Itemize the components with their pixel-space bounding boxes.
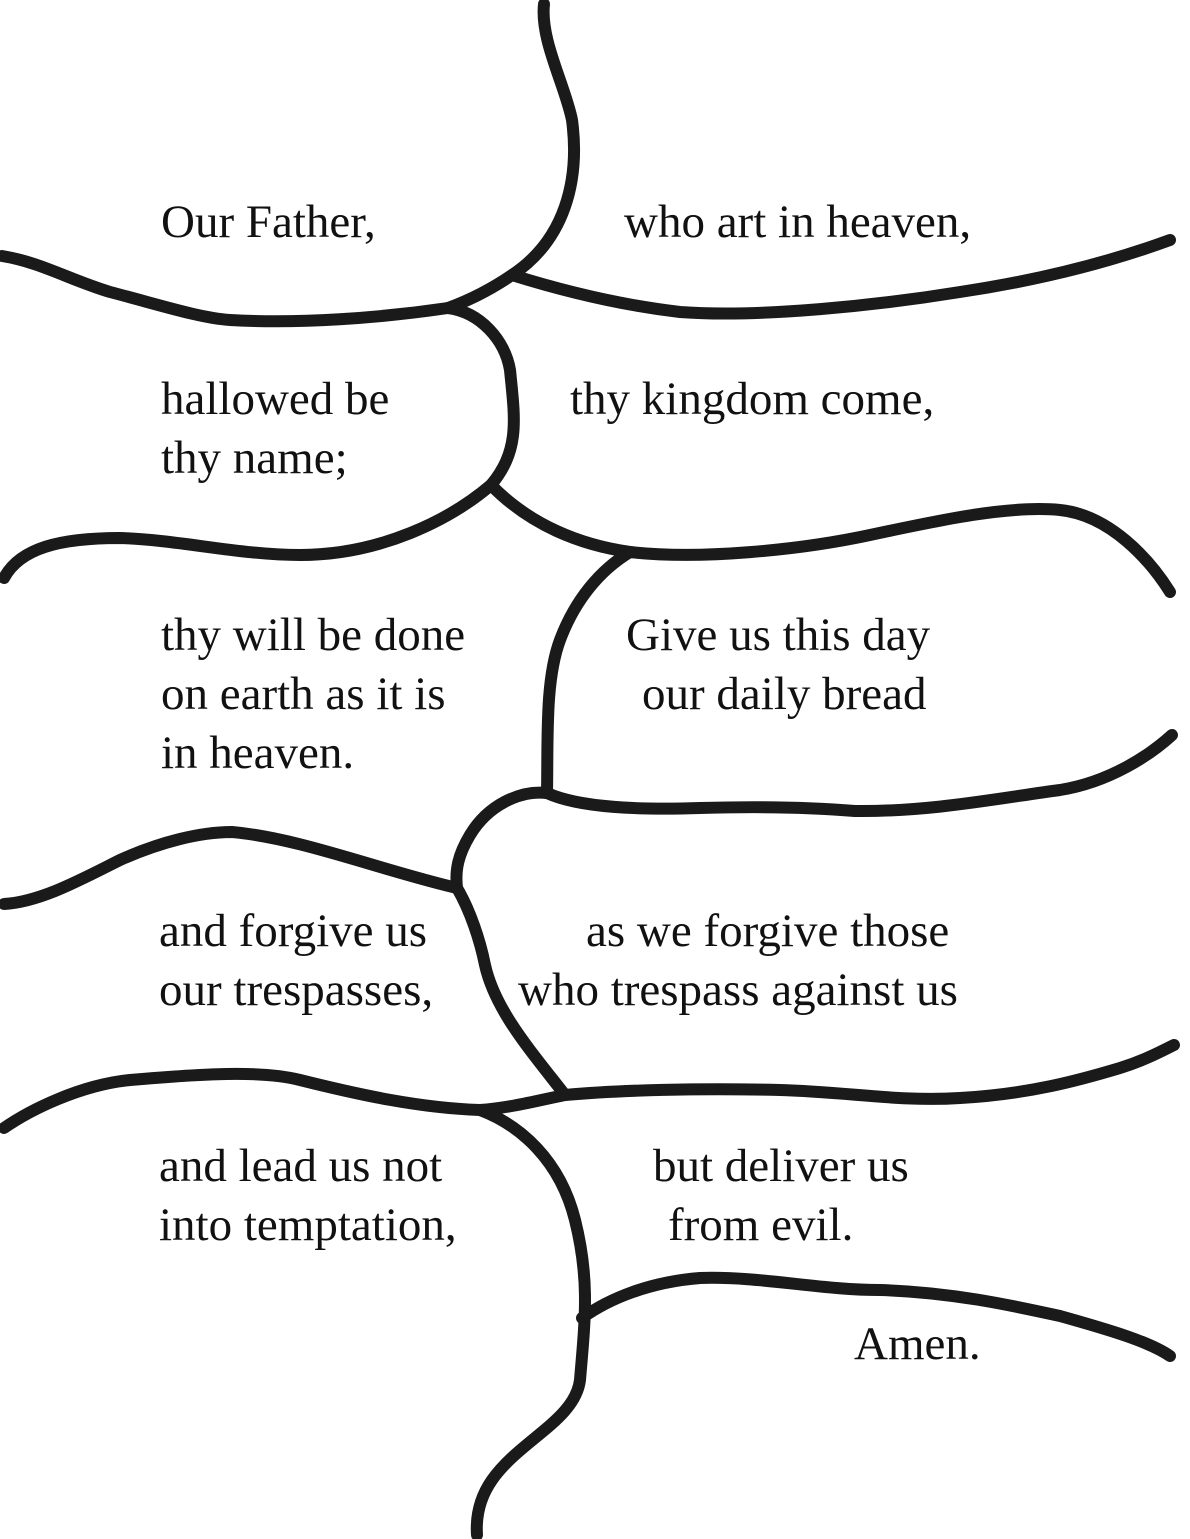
cut-line — [565, 1045, 1174, 1099]
piece-line: on earth as it is — [161, 668, 446, 720]
piece-forgive-us — [159, 902, 433, 1020]
piece-line: our trespasses, — [159, 964, 434, 1016]
piece-line: thy will be done — [161, 609, 466, 661]
piece-line: from evil. — [668, 1199, 854, 1251]
cut-line — [4, 485, 491, 578]
piece-line: but deliver us — [653, 1140, 909, 1192]
piece-thy-will-be-done — [161, 606, 465, 783]
piece-line: who art in heaven, — [624, 196, 972, 248]
cut-line — [456, 793, 547, 888]
cut-line — [448, 308, 514, 485]
piece-line: as we forgive those — [586, 905, 950, 957]
cut-line — [477, 1110, 585, 1535]
piece-line: thy kingdom come, — [570, 373, 935, 425]
piece-line: who trespass against us — [518, 964, 958, 1016]
piece-thy-kingdom-come — [570, 370, 934, 429]
piece-our-father — [161, 193, 376, 252]
piece-line: Give us this day — [626, 609, 931, 661]
piece-line: Amen. — [854, 1318, 981, 1370]
piece-line: Our Father, — [161, 196, 376, 248]
piece-line: in heaven. — [161, 727, 355, 779]
piece-hallowed-be-thy-name — [161, 370, 389, 488]
piece-lead-us-not — [159, 1137, 457, 1255]
piece-as-we-forgive — [518, 902, 958, 1020]
cut-line — [4, 1074, 565, 1128]
piece-line: our daily bread — [642, 668, 927, 720]
piece-daily-bread — [626, 606, 930, 724]
cut-line — [547, 552, 630, 793]
cut-line — [547, 735, 1172, 811]
piece-line: and forgive us — [159, 905, 428, 957]
piece-amen — [854, 1315, 981, 1374]
cut-line — [448, 4, 574, 308]
piece-line: hallowed be — [161, 373, 390, 425]
piece-line: thy name; — [161, 432, 348, 484]
piece-who-art-in-heaven — [624, 193, 971, 252]
piece-deliver-us — [653, 1137, 909, 1255]
cut-line — [4, 832, 457, 904]
piece-line: and lead us not — [159, 1140, 443, 1192]
cut-line — [2, 256, 448, 321]
piece-line: into temptation, — [159, 1199, 457, 1251]
